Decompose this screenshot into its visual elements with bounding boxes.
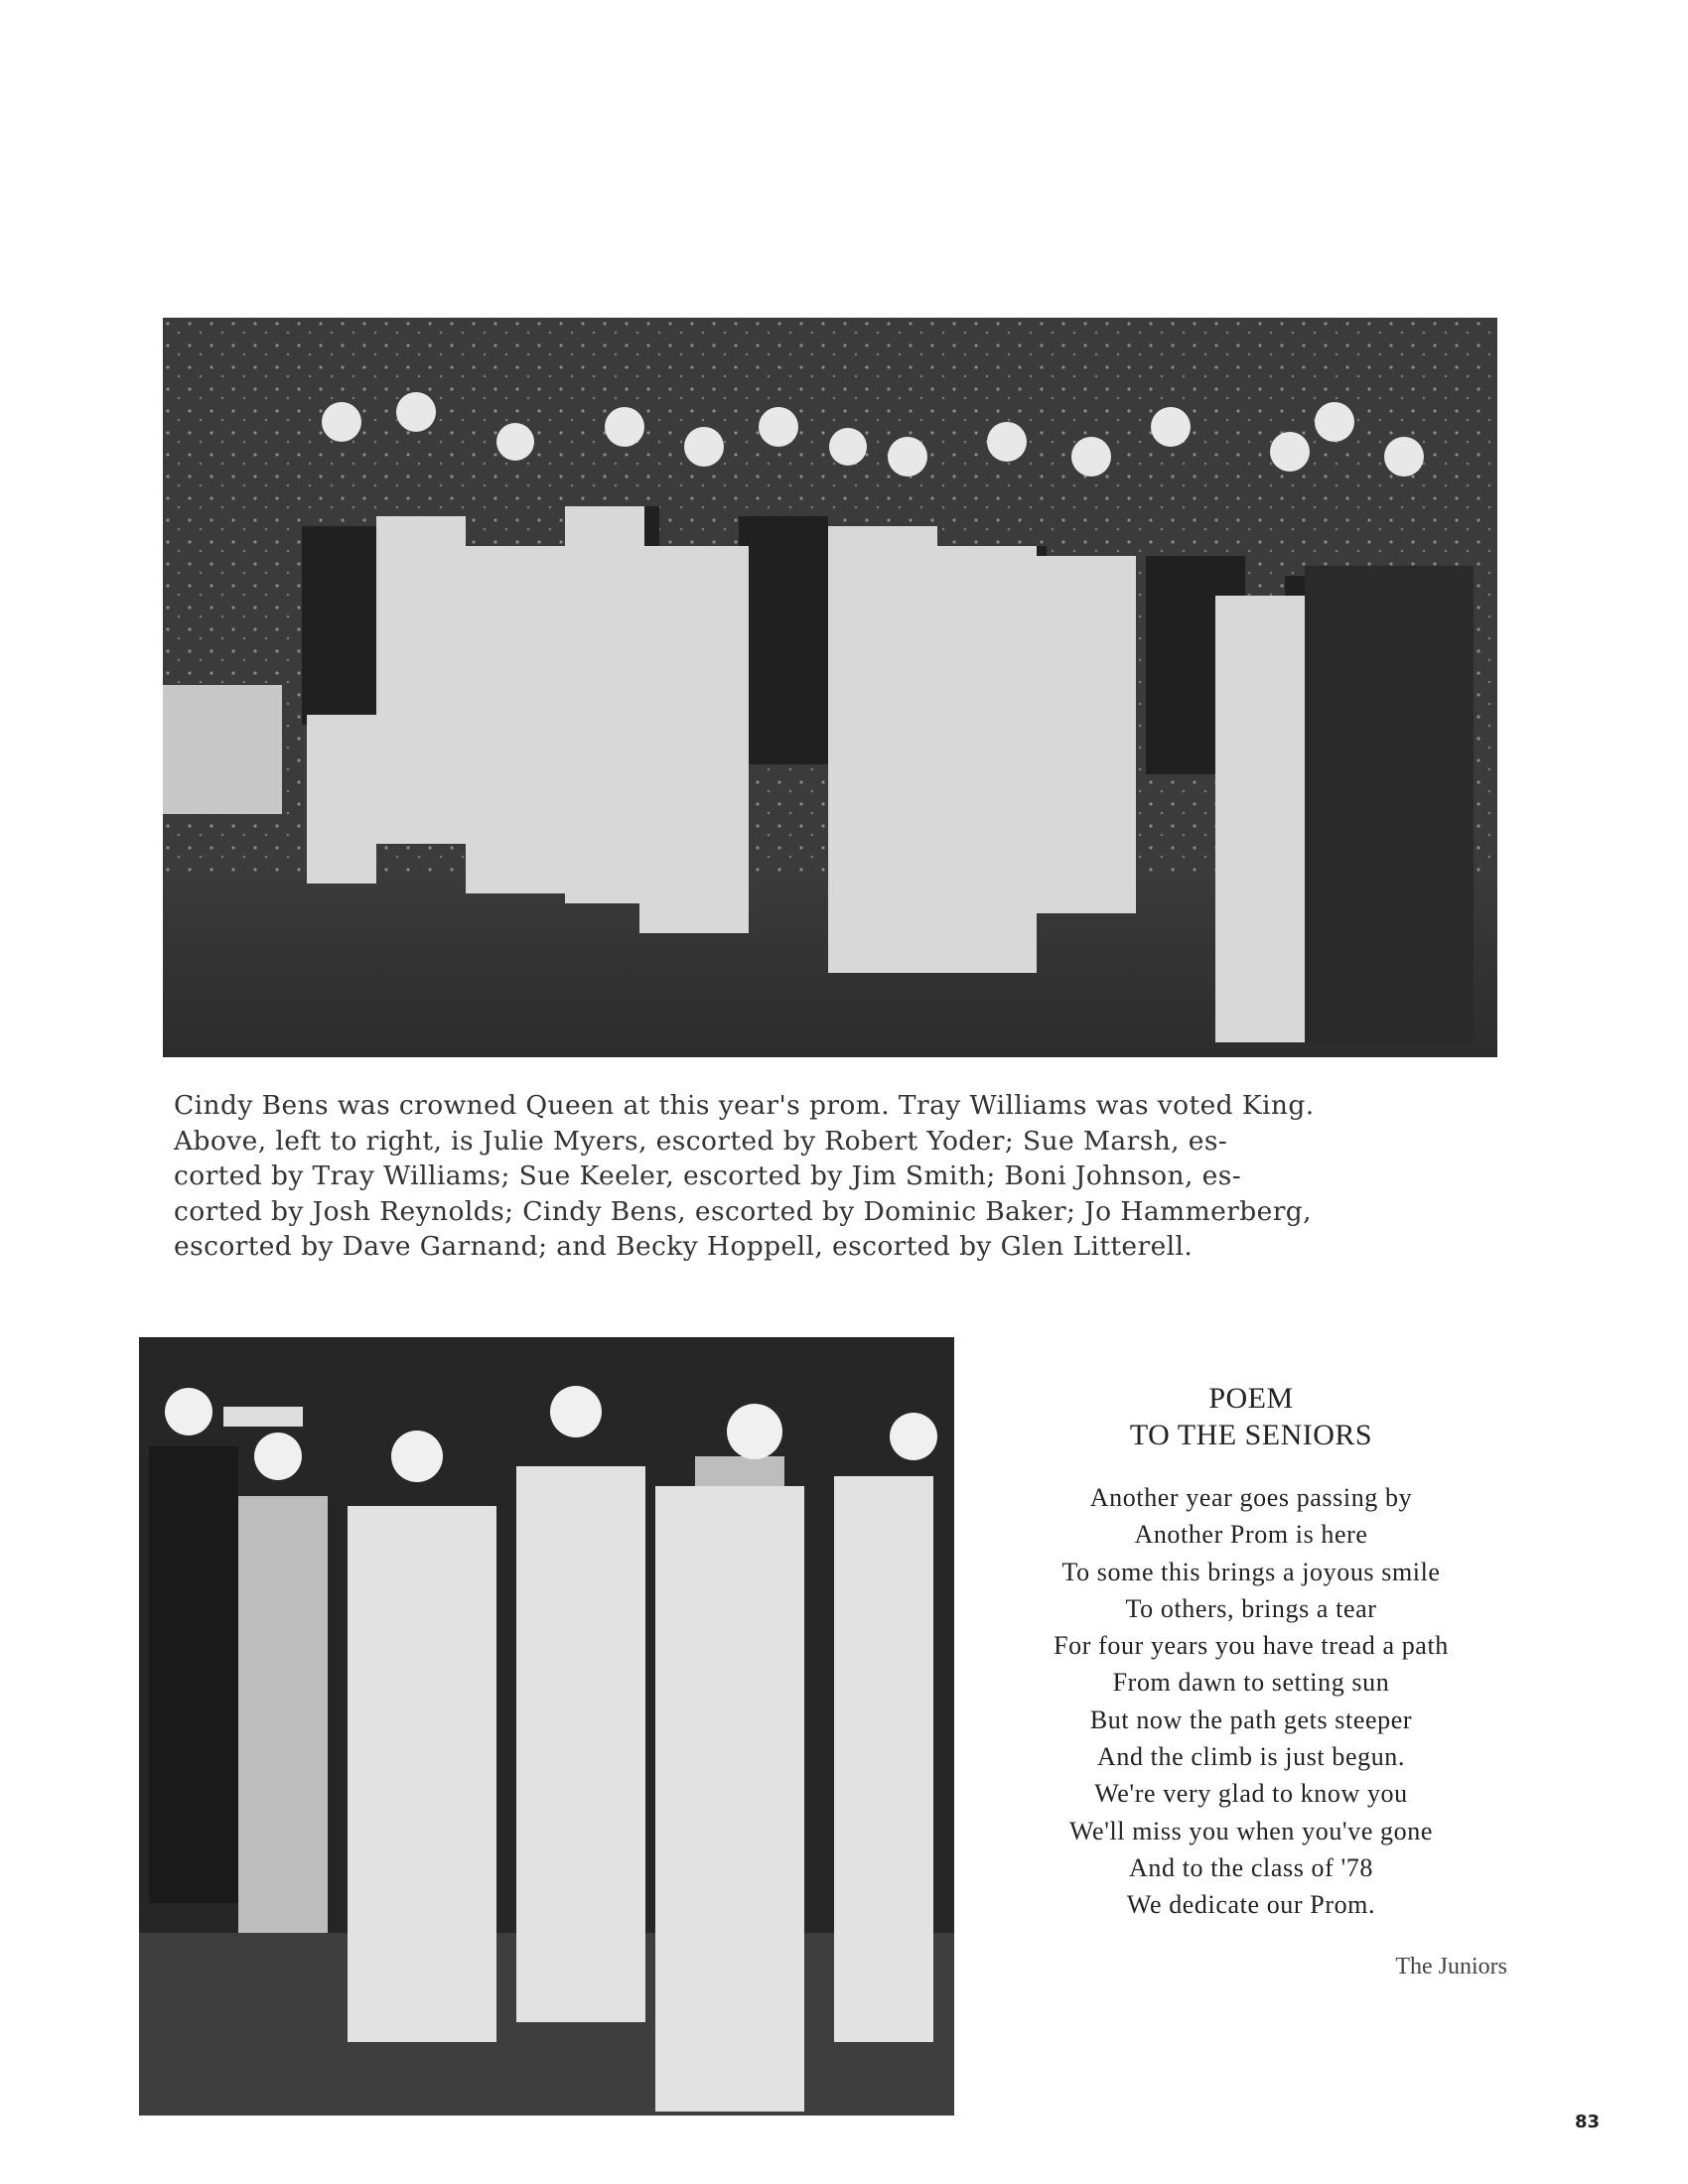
poem-line: Another year goes passing by	[1089, 1483, 1413, 1512]
poem	[993, 1380, 1509, 1980]
caption-line: escorted by Dave Garnand; and Becky Hoppell, escorted by Glen Litterell.	[174, 1231, 1194, 1262]
poem-line: But now the path gets steeper	[1089, 1705, 1413, 1734]
poem-signature: The Juniors	[1395, 1953, 1507, 1979]
poem-body	[993, 1479, 1509, 1924]
poem-line: From dawn to setting sun	[1112, 1668, 1390, 1698]
poem-line: And the climb is just begun.	[1097, 1742, 1405, 1772]
poem-title-line2: TO THE SENIORS	[1129, 1419, 1373, 1451]
poem-line: We're very glad to know you	[1094, 1779, 1408, 1809]
poem-line: Another Prom is here	[1134, 1520, 1368, 1550]
photo-caption	[174, 1088, 1504, 1265]
poem-title-line1: POEM	[1208, 1382, 1294, 1415]
prom-court-photo-image	[163, 318, 1497, 1057]
poem-line: We dedicate our Prom.	[1126, 1890, 1376, 1920]
poem-line: To others, brings a tear	[1125, 1593, 1377, 1623]
caption-line: corted by Tray Williams; Sue Keeler, escorted by Jim Smith; Boni Johnson, es-	[174, 1160, 1242, 1191]
poem-line: To some this brings a joyous smile	[1061, 1557, 1441, 1586]
caption-line: corted by Josh Reynolds; Cindy Bens, escorted by Dominic Baker; Jo Hammerberg,	[174, 1195, 1312, 1227]
page-number: 83	[1575, 2112, 1601, 2132]
crowning-photo-image	[139, 1337, 954, 2116]
caption-line: Cindy Bens was crowned Queen at this year's prom. Tray Williams was voted King.	[174, 1090, 1315, 1121]
poem-line: We'll miss you when you've gone	[1069, 1816, 1433, 1845]
prom-court-photo	[163, 318, 1497, 1057]
crowning-photo	[139, 1337, 954, 2116]
poem-line: For four years you have tread a path	[1054, 1631, 1449, 1661]
caption-line: Above, left to right, is Julie Myers, escorted by Robert Yoder; Sue Marsh, es-	[174, 1125, 1228, 1157]
poem-title	[993, 1380, 1509, 1453]
poem-line: And to the class of '78	[1129, 1852, 1373, 1882]
